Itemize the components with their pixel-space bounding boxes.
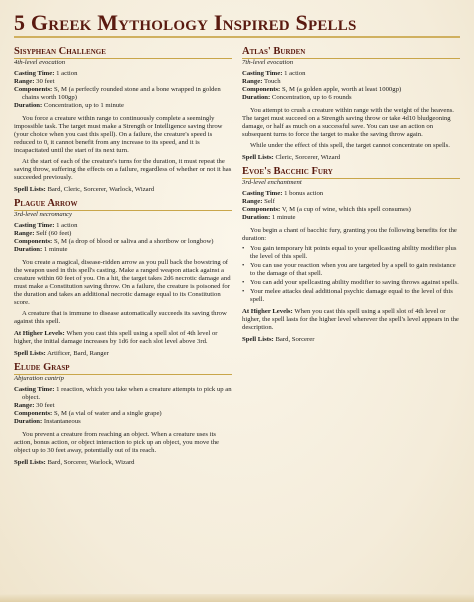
spell-lists: Spell Lists: Bard, Cleric, Sorcerer, Warlock, Wizard [14,186,155,193]
bullet-icon: • [242,245,245,252]
spell-evoes-bacchic-fury [242,166,460,344]
components: Components: S, M (a golden apple, worth at least 1000gp) [242,86,402,93]
benefit-list [242,245,460,304]
range: Range: 30 feet [14,402,55,409]
spell-name: Sisyphean Challenge [14,46,232,59]
duration: Duration: Concentration, up to 6 rounds [242,94,352,101]
page-footer-band [0,594,474,602]
components: Components: S, M (a vial of water and a single grape) [14,410,162,417]
list-item: • You gain temporary hit points equal to your spellcasting ability modifier plus the level of this spell. [242,245,457,260]
at-higher-levels: At Higher Levels: When you cast this spell using a spell slot of 4th level or higher, the spell lasts for the higher level wherever the spell's level appears in the description. [242,308,459,331]
duration: Duration: Instantaneous [14,418,81,425]
title-divider [14,36,460,38]
components: Components: V, M (a cup of wine, which this spell consumes) [242,206,411,213]
range: Range: Self [242,198,275,205]
spell-name: Elude Grasp [14,362,232,375]
description: While under the effect of this spell, the target cannot concentrate on spells. [250,142,450,149]
spell-type: 7th-level evocation [242,59,294,66]
range: Range: Touch [242,78,281,85]
range: Range: Self (60 feet) [14,230,72,237]
spell-lists: Spell Lists: Artificer, Bard, Ranger [14,350,109,357]
components: Components: S, M (a drop of blood or saliva and a shortbow or longbow) [14,238,214,245]
components: Components: S, M (a perfectly rounded stone and a bone wrapped in golden chains worth 100gp) [14,86,221,101]
description: You create a magical, disease-ridden arrow as you pull back the bowstring of the weapon used in this spell's casting. Make a ranged weapon attack against a creature within 60 feet of you. On a hit, the target takes 2d6 necrotic damage and must make a Constitution saving throw. On a failure, the creature is poisoned for the duration and takes an additional necrotic damage equal to its Constitution score. [14,259,231,306]
spell-elude-grasp [14,362,232,467]
casting-time: Casting Time: 1 action [14,222,78,229]
range: Range: 30 feet [14,78,55,85]
spell-lists: Spell Lists: Bard, Sorcerer [242,336,315,343]
description: You force a creature within range to continuously complete a seemingly impossible task. The target must make a Strength or Intelligence saving throw (your choice when you cast this spell). On a failure, the creature's speed is reduced to 0, it cannot benefit from any increase to its speed, and it is incapacitated until the start of its next turn. [14,115,223,154]
spell-name: Evoe's Bacchic Fury [242,166,460,179]
description: You prevent a creature from reaching an object. When a creature uses its action, bonus action, or object interaction to pick up an object, you move the object up to 30 feet away, potentially out of its reach. [14,431,220,454]
bullet-icon: • [242,288,245,295]
description: You attempt to crush a creature within range with the weight of the heavens. The target must succeed on a Strength saving throw or take 4d10 bludgeoning damage, or half as much on a successful save. You can use an action on subsequent turns to force the target to make the saving throw again. [242,107,454,138]
list-item: • You can use your reaction when you are targeted by a spell to gain resistance to the damage of that spell. [242,262,456,277]
description: At the start of each of the creature's turns for the duration, it must repeat the saving throw, suffering the effects on a failure, regardless of whether or not it has succeeded previously. [14,158,232,181]
spell-atlas-burden [242,46,460,162]
duration: Duration: 1 minute [14,246,68,253]
spell-sisyphean-challenge [14,46,232,194]
casting-time: Casting Time: 1 action [14,70,78,77]
duration: Duration: Concentration, up to 1 minute [14,102,124,109]
casting-time: Casting Time: 1 reaction, which you take when a creature attempts to pick up an object. [14,386,232,401]
spell-type: 3rd-level enchantment [242,179,302,186]
description: You begin a chant of bacchic fury, granting you the following benefits for the duration: [242,227,457,242]
bullet-icon: • [242,279,245,286]
description: A creature that is immune to disease automatically succeeds its saving throw against this spell. [14,310,227,325]
casting-time: Casting Time: 1 bonus action [242,190,324,197]
list-item: • You can add your spellcasting ability modifier to saving throws against spells. [242,279,459,286]
duration: Duration: 1 minute [242,214,296,221]
page-title: 5 Greek Mythology Inspired Spells [14,10,357,35]
list-item: • Your melee attacks deal additional psychic damage equal to the level of this spell. [242,288,453,303]
spell-type: 4th-level evocation [14,59,66,66]
spell-plague-arrow [14,198,232,358]
spell-lists: Spell Lists: Cleric, Sorcerer, Wizard [242,154,341,161]
left-column [14,42,232,467]
spell-name: Atlas' Burden [242,46,460,59]
columns [14,42,460,467]
spell-name: Plague Arrow [14,198,232,211]
spell-type: 3rd-level necromancy [14,211,72,218]
at-higher-levels: At Higher Levels: When you cast this spell using a spell slot of 4th level or higher, the initial damage increases by 1d6 for each slot level above 3rd. [14,330,218,345]
spell-lists: Spell Lists: Bard, Sorcerer, Warlock, Wizard [14,459,135,466]
spell-type: Abjuration cantrip [14,375,64,382]
right-column [242,42,460,467]
bullet-icon: • [242,262,245,269]
casting-time: Casting Time: 1 action [242,70,306,77]
